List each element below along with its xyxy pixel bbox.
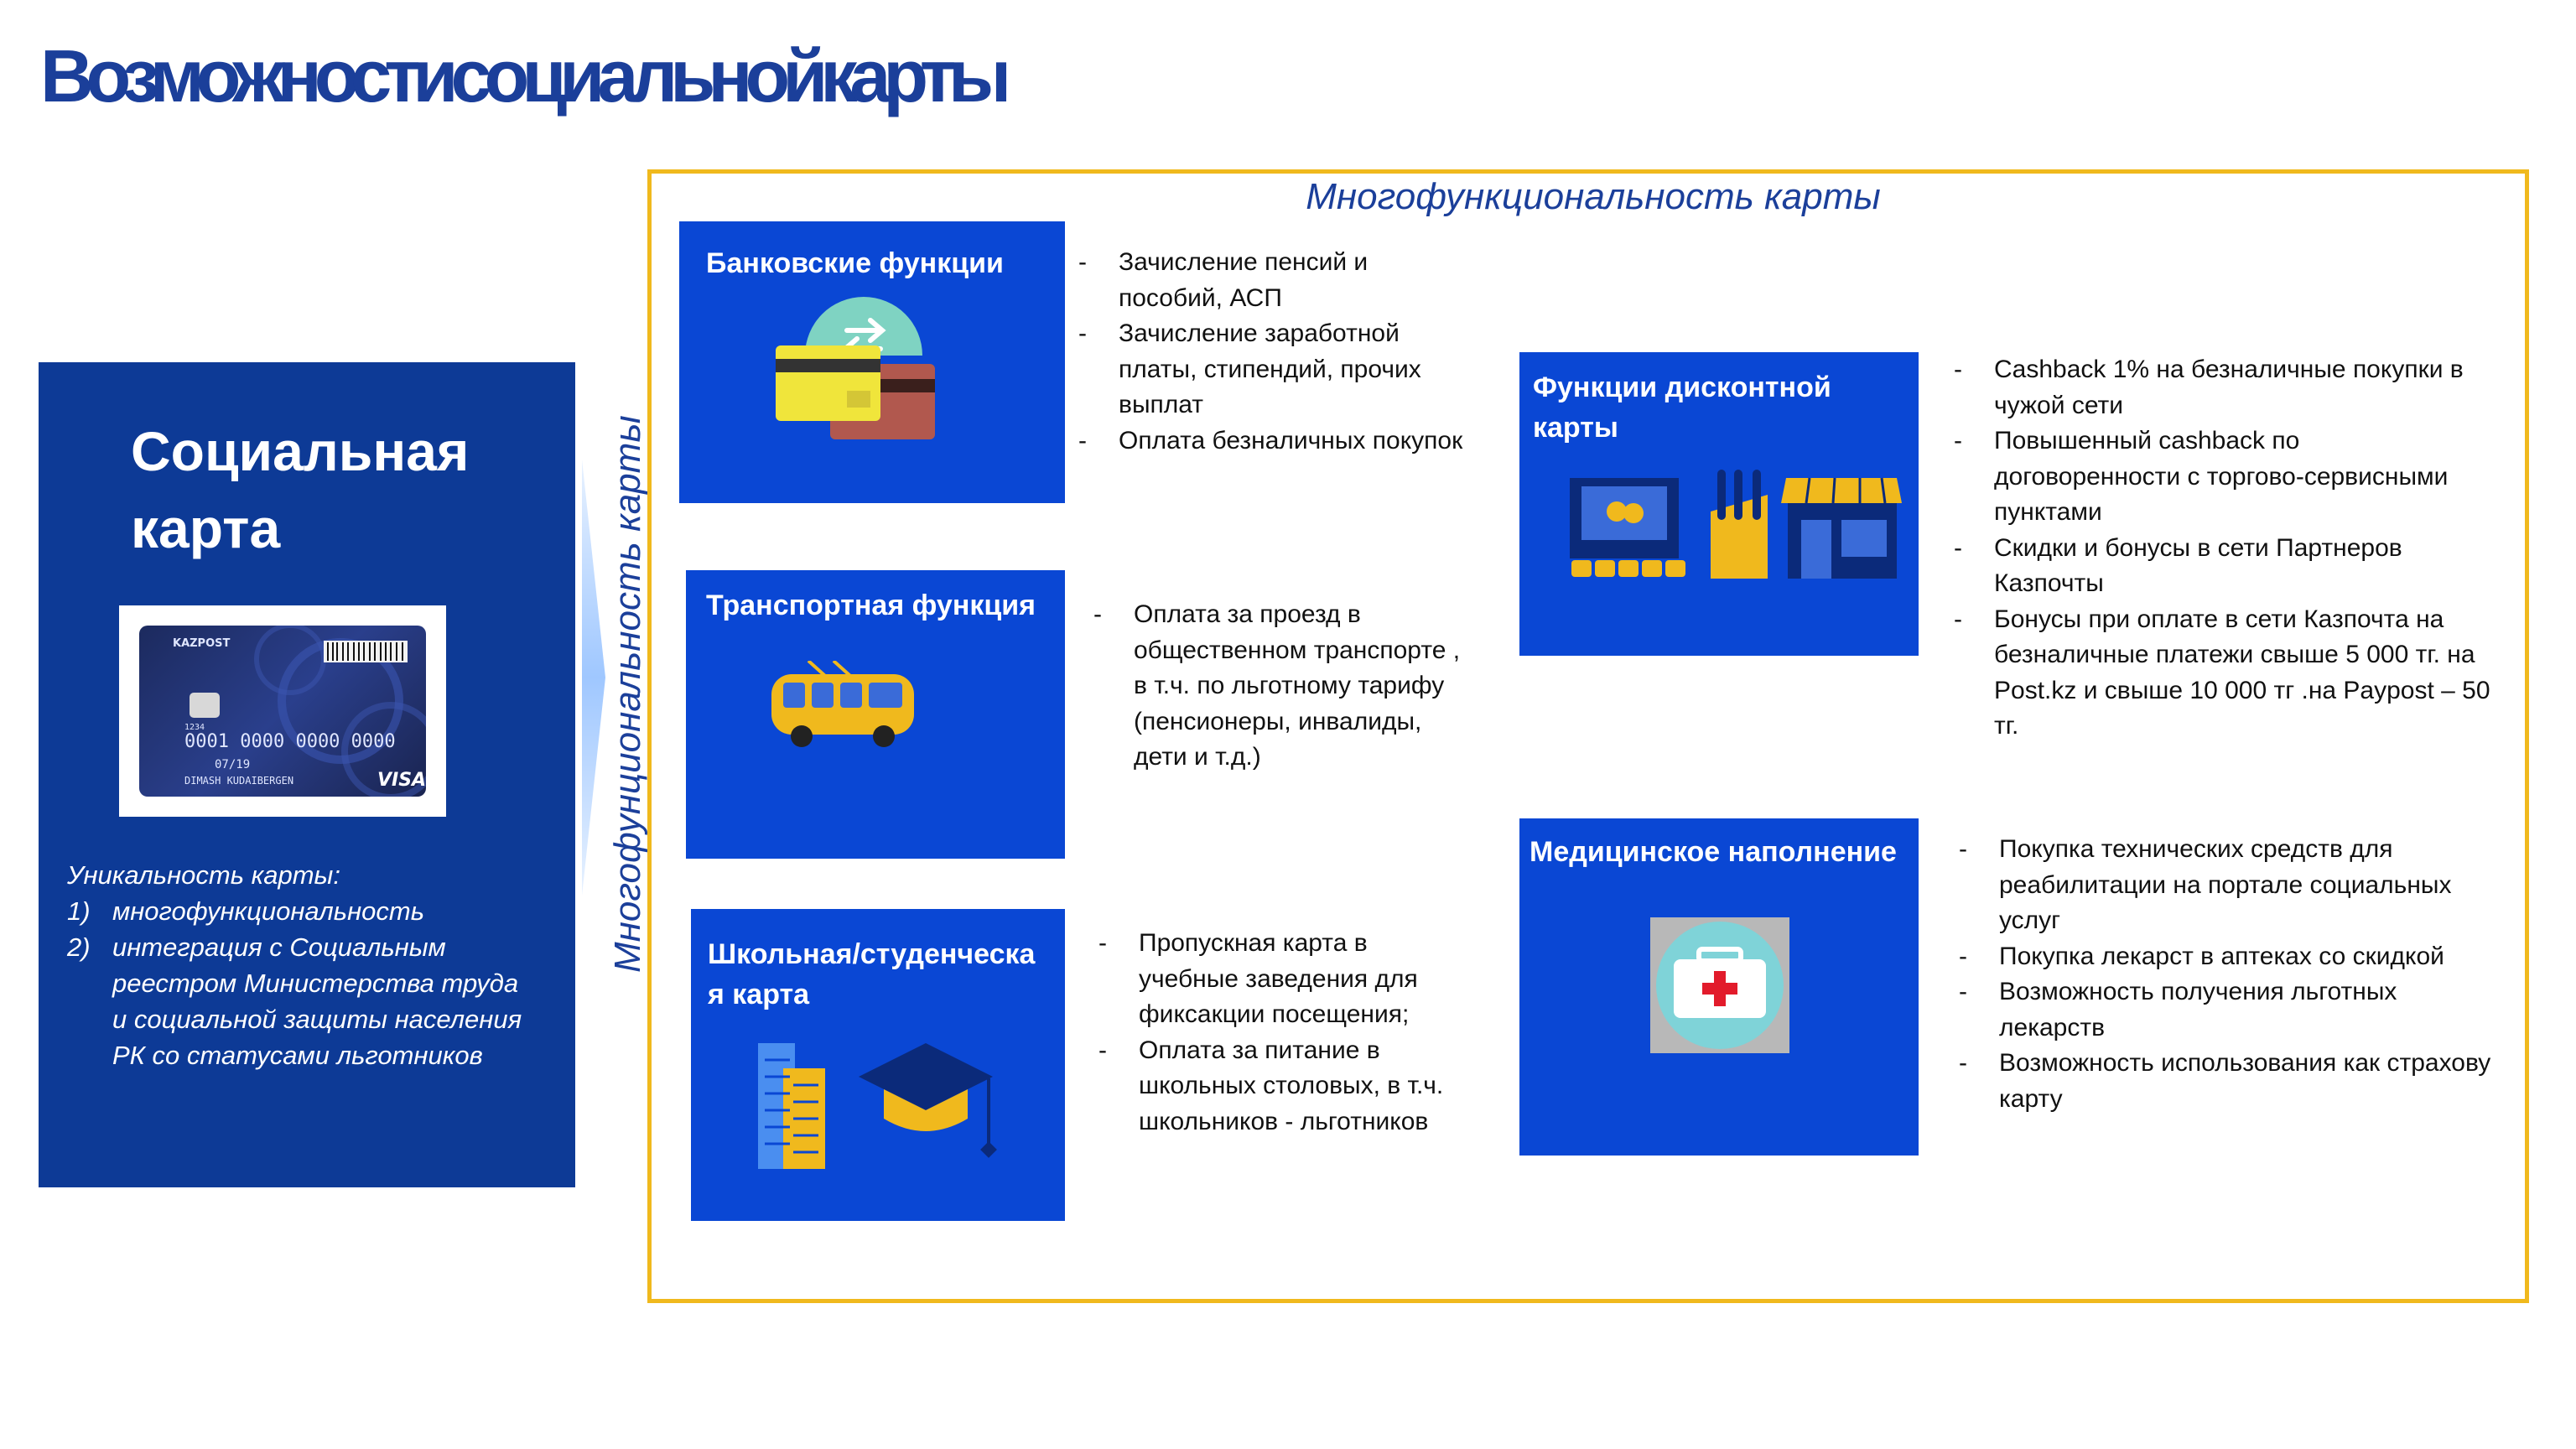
bank-card-image	[139, 626, 426, 797]
school-bullets	[1098, 926, 1451, 1140]
social-card-heading: Социальная карта	[131, 420, 470, 559]
visa-logo: VISA	[377, 770, 426, 791]
list-item: - Возможность использования как страхову карту	[1959, 1046, 2504, 1117]
list-item: - Повышенный cashback по договоренности с торгово-сервисными пунктами	[1954, 423, 2490, 531]
first-aid-kit-icon	[1650, 917, 1789, 1053]
medical-bullets	[1959, 832, 2504, 1117]
list-item: - Пропускная карта в учебные заведения для фиксакции посещения;	[1098, 926, 1451, 1033]
card-small-number: 1234	[184, 723, 205, 732]
card-number: 0001 0000 0000 0000	[184, 731, 396, 752]
discount-bullets	[1954, 352, 2490, 745]
list-item: - Оплата безналичных покупок	[1078, 423, 1464, 460]
discount-title: Функции дисконтной карты	[1533, 371, 1831, 444]
card-brand: KAZPOST	[173, 637, 231, 650]
medical-title: Медицинское наполнение	[1530, 836, 1897, 868]
social-card-panel	[39, 362, 575, 1187]
list-item: - Бонусы при оплате в сети Казпочта на безналичные платежи свыше 5 000 тг. на Post.kz и свыше 10 000 тг .на Paypost – 50 тг.	[1954, 602, 2490, 745]
list-item: - Зачисление заработной платы, стипендий, прочих выплат	[1078, 316, 1464, 423]
school-card-box	[691, 909, 1065, 1221]
frame-title: Многофункциональность карты	[1306, 176, 1881, 217]
bus-icon	[766, 661, 917, 753]
bank-cards-icon	[771, 297, 939, 448]
list-item: - Покупка лекарст в аптеках со скидкой	[1959, 939, 2504, 975]
discount-card-box	[1519, 352, 1919, 656]
school-graduation-icon	[750, 1026, 1018, 1211]
vertical-label: Многофунциональность карты	[607, 415, 648, 973]
card-uniqueness	[67, 857, 537, 1073]
list-item: - Скидки и бонусы в сети Партнеров Казпочты	[1954, 531, 2490, 602]
list-item: - Оплата за проезд в общественном транспорте , в т.ч. по льготному тарифу (пенсионеры, инвалиды, дети и т.д.)	[1093, 597, 1462, 776]
list-item: - Зачисление пенсий и пособий, АСП	[1078, 245, 1464, 316]
uniqueness-title: Уникальность карты:	[67, 860, 340, 890]
transport-function-box	[686, 570, 1065, 859]
page-title: Возможностисоциальнойкарты	[40, 34, 1005, 117]
banking-bullets	[1078, 245, 1464, 459]
medical-box	[1519, 818, 1919, 1156]
chevron-arrow-icon	[582, 460, 607, 896]
list-item: - Оплата за питание в школьных столовых, в т.ч. школьников - льготников	[1098, 1033, 1451, 1140]
list-item: 2) интеграция с Социальным реестром Министерства труда и социальной защиты населения РК со статусами льготников	[67, 932, 522, 1070]
school-title: Школьная/студенческая карта	[708, 938, 1036, 1010]
card-image-frame	[119, 605, 446, 817]
list-item: - Cashback 1% на безналичные покупки в чужой сети	[1954, 352, 2490, 423]
shopping-icons	[1566, 461, 1902, 595]
transport-bullets	[1093, 597, 1462, 776]
banking-functions-box	[679, 221, 1065, 503]
banking-title: Банковские функции	[706, 247, 1004, 279]
list-item: - Покупка технических средств для реабилитации на портале социальных услуг	[1959, 832, 2504, 939]
list-item: 1) многофункциональность	[67, 896, 425, 926]
transport-title: Транспортная функция	[706, 589, 1036, 621]
card-holder: DIMASH KUDAIBERGEN	[184, 775, 294, 787]
list-item: - Возможность получения льготных лекарств	[1959, 974, 2504, 1046]
card-expiry: 07/19	[215, 758, 251, 771]
